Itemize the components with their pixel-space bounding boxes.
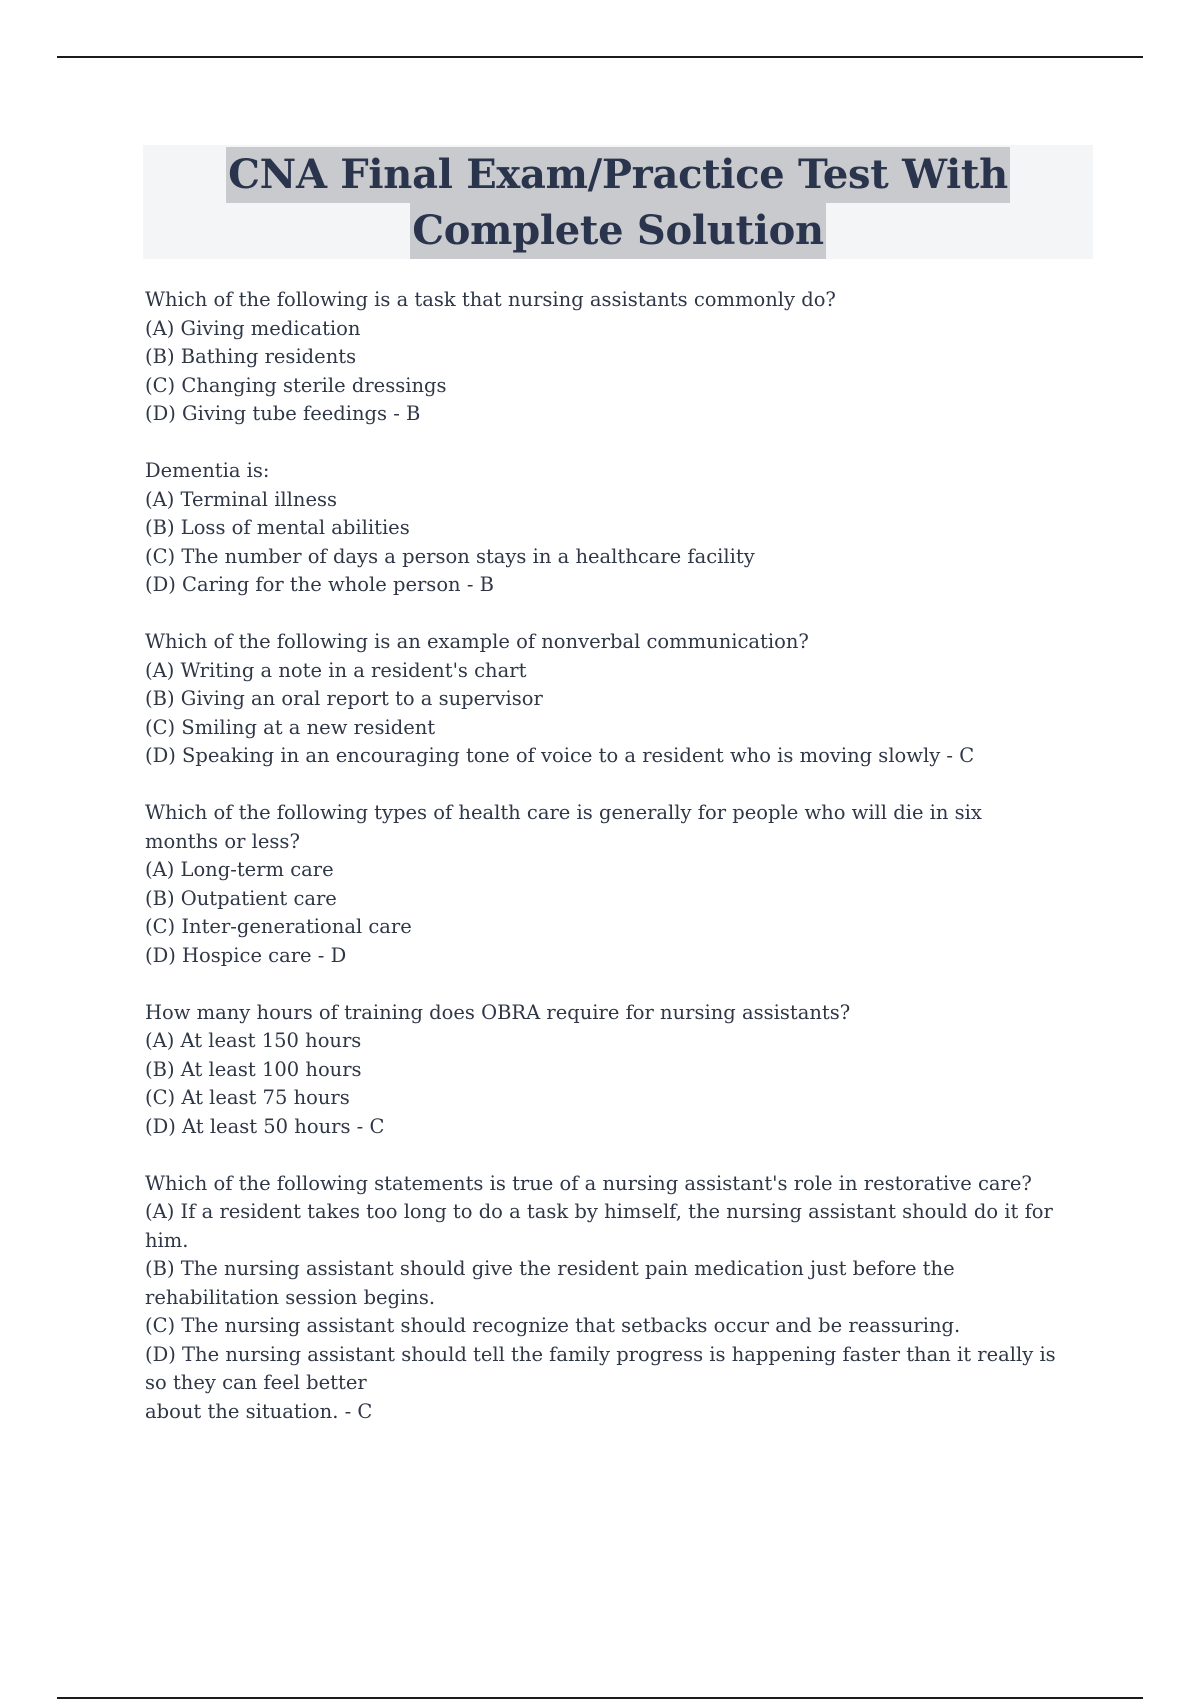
question-6: [145, 1170, 1095, 1427]
answer-option: (C) The number of days a person stays in a healthcare facility: [145, 544, 755, 568]
question-3: [145, 628, 1095, 771]
answer-option: (D) At least 50 hours - C: [145, 1114, 385, 1138]
top-rule: [57, 56, 1143, 58]
answer-option: (A) If a resident takes too long to do a task by himself, the nursing assistant should do it for: [145, 1200, 1053, 1223]
answer-option: him.: [145, 1228, 189, 1252]
answer-option: (D) The nursing assistant should tell the family progress is happening faster than it really is: [145, 1342, 1056, 1366]
question-5: [145, 999, 1095, 1142]
answer-option: (C) The nursing assistant should recognize that setbacks occur and be reassuring.: [145, 1314, 961, 1337]
answer-option: (B) Giving an oral report to a supervisor: [145, 687, 543, 710]
answer-option: (A) At least 150 hours: [145, 1029, 362, 1052]
answer-option: (B) At least 100 hours: [145, 1057, 362, 1081]
answer-option: (C) Smiling at a new resident: [145, 715, 436, 739]
answer-option: rehabilitation session begins.: [145, 1285, 436, 1309]
question-2: [145, 457, 1095, 600]
question-prompt: months or less?: [145, 829, 300, 853]
answer-option: (D) Giving tube feedings - B: [145, 402, 421, 425]
answer-option: (B) Outpatient care: [145, 886, 337, 910]
page-title-line-1: CNA Final Exam/Practice Test With: [226, 147, 1010, 203]
answer-option: (C) At least 75 hours: [145, 1086, 350, 1109]
answer-option: (D) Hospice care - D: [145, 943, 347, 967]
answer-option: (A) Giving medication: [145, 316, 361, 340]
question-prompt: Which of the following is an example of nonverbal communication?: [145, 630, 809, 653]
answer-option: (A) Long-term care: [145, 858, 334, 881]
question-4: [145, 799, 1095, 970]
page-title-line-2: Complete Solution: [410, 203, 825, 259]
question-prompt: Which of the following is a task that nursing assistants commonly do?: [145, 288, 836, 311]
answer-option: (B) The nursing assistant should give the resident pain medication just before the: [145, 1257, 955, 1280]
title-banner: [143, 145, 1093, 259]
answer-option: (B) Bathing residents: [145, 345, 357, 368]
answer-option: (C) Inter-generational care: [145, 915, 412, 938]
question-prompt: Which of the following types of health care is generally for people who will die in six: [145, 801, 982, 824]
answer-option: (A) Terminal illness: [145, 487, 338, 511]
answer-option: about the situation. - C: [145, 1399, 373, 1423]
question-prompt: Dementia is:: [145, 459, 270, 482]
answer-option: (C) Changing sterile dressings: [145, 373, 447, 397]
question-1: [145, 286, 1095, 429]
answer-option: (D) Speaking in an encouraging tone of voice to a resident who is moving slowly - C: [145, 744, 975, 767]
question-list: [145, 286, 1095, 1426]
answer-option: (A) Writing a note in a resident's chart: [145, 658, 527, 682]
question-prompt: How many hours of training does OBRA require for nursing assistants?: [145, 1000, 851, 1024]
answer-option: (B) Loss of mental abilities: [145, 516, 410, 539]
question-prompt: Which of the following statements is true of a nursing assistant's role in restorative care?: [145, 1171, 1032, 1195]
bottom-rule: [57, 1697, 1143, 1699]
answer-option: (D) Caring for the whole person - B: [145, 573, 494, 596]
answer-option: so they can feel better: [145, 1371, 367, 1394]
